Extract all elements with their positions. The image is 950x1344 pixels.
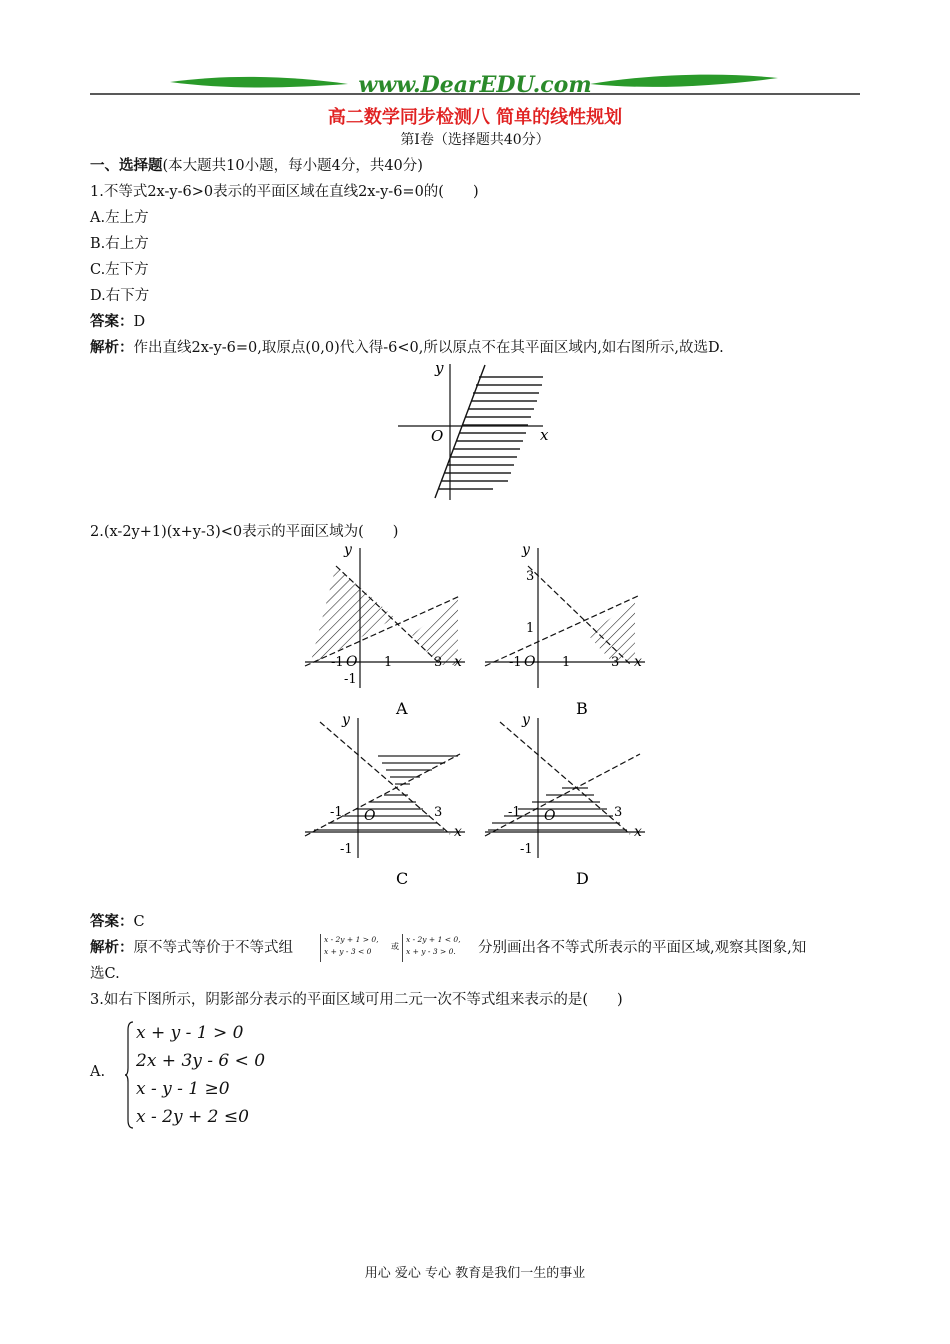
svg-text:-1: -1 (520, 842, 533, 857)
svg-text:3: 3 (614, 805, 623, 820)
q2-answer: C (133, 914, 145, 930)
q1-analysis: 作出直线2x-y-6=0,取原点(0,0)代入得-6<0,所以原点不在其平面区域内,如右图所示,故选D. (133, 340, 724, 356)
q1-option-a: A.左上方 (90, 210, 149, 226)
graph-d-label: D (576, 869, 589, 888)
q2-graph-c (300, 710, 475, 890)
q1-x-label: x (540, 426, 549, 444)
svg-text:3: 3 (611, 655, 620, 670)
system2-ineq-1: x - 2y + 1 < 0, (406, 935, 461, 944)
svg-text:-1: -1 (331, 655, 344, 670)
q3-ineq-3: x - y - 1 ≥0 (136, 1079, 230, 1099)
svg-text:O: O (544, 808, 556, 824)
svg-text:1: 1 (526, 621, 535, 636)
q1-origin-label: O (431, 427, 444, 445)
svg-text:3: 3 (434, 805, 443, 820)
q2-analysis-line2: 选C. (90, 966, 120, 982)
logo-text: www.DearEDU.com (358, 72, 592, 98)
q2-analysis-part1: 原不等式等价于不等式组 (133, 940, 293, 956)
q2-analysis-part2: 分别画出各不等式所表示的平面区域,观察其图象,知 (478, 940, 807, 956)
q2-system2 (402, 934, 478, 962)
q2-analysis-line (90, 938, 293, 958)
svg-text:3: 3 (526, 569, 535, 584)
q1-figure (395, 360, 560, 505)
q3-stem: 3.如右下图所示，阴影部分表示的平面区域可用二元一次不等式组来表示的是( ) (90, 992, 623, 1008)
svg-text:O: O (346, 654, 358, 670)
q2-analysis-label: 解析： (90, 939, 134, 956)
q2-graph-b (480, 540, 655, 720)
svg-text:x: x (634, 824, 642, 840)
q2-answer-label: 答案： (90, 913, 134, 930)
q1-hatch (439, 377, 543, 489)
svg-text:x: x (454, 654, 462, 670)
q2-answer-line (90, 912, 145, 932)
svg-text:y: y (522, 542, 530, 558)
svg-text:-1: -1 (344, 672, 357, 687)
q1-analysis-line (90, 338, 724, 358)
svg-text:3: 3 (434, 655, 443, 670)
page-footer: 用心 爱心 专心 教育是我们一生的事业 (364, 1266, 586, 1281)
q1-stem: 1.不等式2x-y-6>0表示的平面区域在直线2x-y-6=0的( ) (90, 184, 479, 200)
q1-option-b: B.右上方 (90, 236, 149, 252)
section-heading: 一、选择题 (90, 157, 163, 174)
svg-text:O: O (364, 808, 376, 824)
svg-text:x: x (634, 654, 642, 670)
graph-b-label: B (576, 699, 588, 718)
graph-a-label: A (396, 699, 408, 718)
svg-text:-1: -1 (509, 655, 522, 670)
svg-text:y: y (522, 712, 530, 728)
q1-answer-line (90, 312, 145, 332)
q1-y-label: y (435, 360, 444, 377)
q2-graph-a (300, 540, 475, 720)
svg-text:y: y (342, 712, 350, 728)
q3-ineq-2: 2x + 3y - 6 < 0 (136, 1051, 266, 1071)
q1-answer: D (133, 314, 146, 330)
system2-ineq-2: x + y - 3 > 0. (406, 947, 456, 956)
q1-option-c: C.左下方 (90, 262, 149, 278)
header-logo (90, 64, 860, 102)
svg-text:x: x (454, 824, 462, 840)
svg-text:1: 1 (384, 655, 393, 670)
q1-analysis-label: 解析： (90, 339, 134, 356)
system1-ineq-1: x - 2y + 1 > 0, (324, 935, 379, 944)
q3-system-brace (124, 1020, 134, 1130)
q2-or-word: 或 (391, 942, 399, 951)
logo-swoosh-graphic (90, 64, 860, 102)
q3-ineq-1: x + y - 1 > 0 (136, 1023, 244, 1043)
q3-option-a-label: A. (90, 1064, 106, 1080)
section-heading-line (90, 156, 423, 176)
svg-text:1: 1 (562, 655, 571, 670)
section-subtitle: 第Ⅰ卷（选择题共40分） (400, 132, 550, 148)
q1-option-d: D.右下方 (90, 288, 150, 304)
svg-text:-1: -1 (508, 805, 521, 820)
section-note: (本大题共10小题，每小题4分，共40分) (162, 158, 423, 174)
svg-text:y: y (344, 542, 352, 558)
q2-system1 (320, 934, 394, 962)
q2-stem: 2.(x-2y+1)(x+y-3)<0表示的平面区域为( ) (90, 524, 399, 540)
q1-answer-label: 答案： (90, 313, 134, 330)
q2-graph-d (480, 710, 655, 890)
svg-text:-1: -1 (340, 842, 353, 857)
page-title: 高二数学同步检测八 简单的线性规划 (327, 107, 623, 128)
svg-text:O: O (524, 654, 536, 670)
system1-ineq-2: x + y - 3 < 0 (324, 947, 372, 956)
q3-ineq-4: x - 2y + 2 ≤0 (136, 1107, 249, 1127)
graph-c-label: C (396, 869, 409, 888)
svg-text:-1: -1 (330, 805, 343, 820)
